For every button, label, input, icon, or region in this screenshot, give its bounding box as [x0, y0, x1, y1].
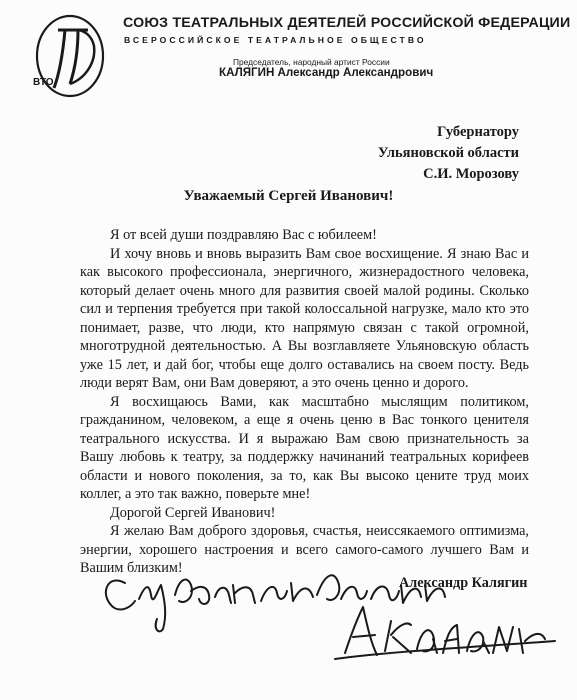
addressee-line-2: Ульяновской области	[377, 145, 519, 161]
chair-name: КАЛЯГИН Александр Александрович	[219, 66, 434, 79]
addressee-block	[378, 122, 519, 185]
salutation: Уважаемый Сергей Иванович!	[183, 188, 394, 204]
paragraph-address: Дорогой Сергей Иванович!	[110, 504, 276, 521]
addressee-line-3: С.И. Морозову	[423, 166, 519, 182]
addressee-line-1: Губернатору	[437, 124, 519, 140]
signer-name: Александр Калягин	[399, 575, 528, 591]
paragraph-greeting: Я от всей души поздравляю Вас с юбилеем!	[110, 227, 377, 243]
paragraph-appreciation: Я восхищаюсь Вами, как масштабно мыслящим политиком, гражданином, человеком, а еще я очень ценю в Вас тонкого ценителя театрального искусства. И я выражаю Вам свою признательность за Вашу любовь к театру, за поддержку начинаний театральных корифеев области и нового поколения, за то, как Вы высоко цените труд моих коллег, а это так важно, поверьте мне!	[80, 393, 529, 502]
letter-body	[80, 226, 529, 578]
vto-logo-icon	[30, 12, 108, 98]
org-subtitle: ВСЕРОССИЙСКОЕ ТЕАТРАЛЬНОЕ ОБЩЕСТВО	[124, 35, 427, 45]
paragraph-admiration: И хочу вновь и вновь выразить Вам свое восхищение. Я знаю Вас и как высокого профессионала, энергичного, жизнерадостного человека, который делает очень много для развития своей малой родины. Сколько сил и терпения требуется при такой колоссальной нагрузке, мало кто это понимает, разве, что люди, кто напрямую связан с такой огромной, многотрудной деятельностью. А Вы возглавляете Ульяновскую область уже 15 лет, и дай бог, чтобы еще долго оставались на своем посту. Ведь люди верят Вам, они Вам доверяют, а это очень ценно и дорого.	[80, 245, 529, 391]
chair-title: Председатель, народный артист России	[233, 57, 390, 67]
paragraph-wishes: Я желаю Вам доброго здоровья, счастья, неиссякаемого оптимизма, энергии, хорошего настроения и всего самого-самого лучшего Вам и Вашим близким!	[80, 523, 529, 576]
handwritten-signature-icon	[95, 555, 565, 665]
logo-text: ВТО	[33, 77, 54, 88]
org-name: СОЮЗ ТЕАТРАЛЬНЫХ ДЕЯТЕЛЕЙ РОССИЙСКОЙ ФЕДЕРАЦИИ	[123, 15, 571, 31]
